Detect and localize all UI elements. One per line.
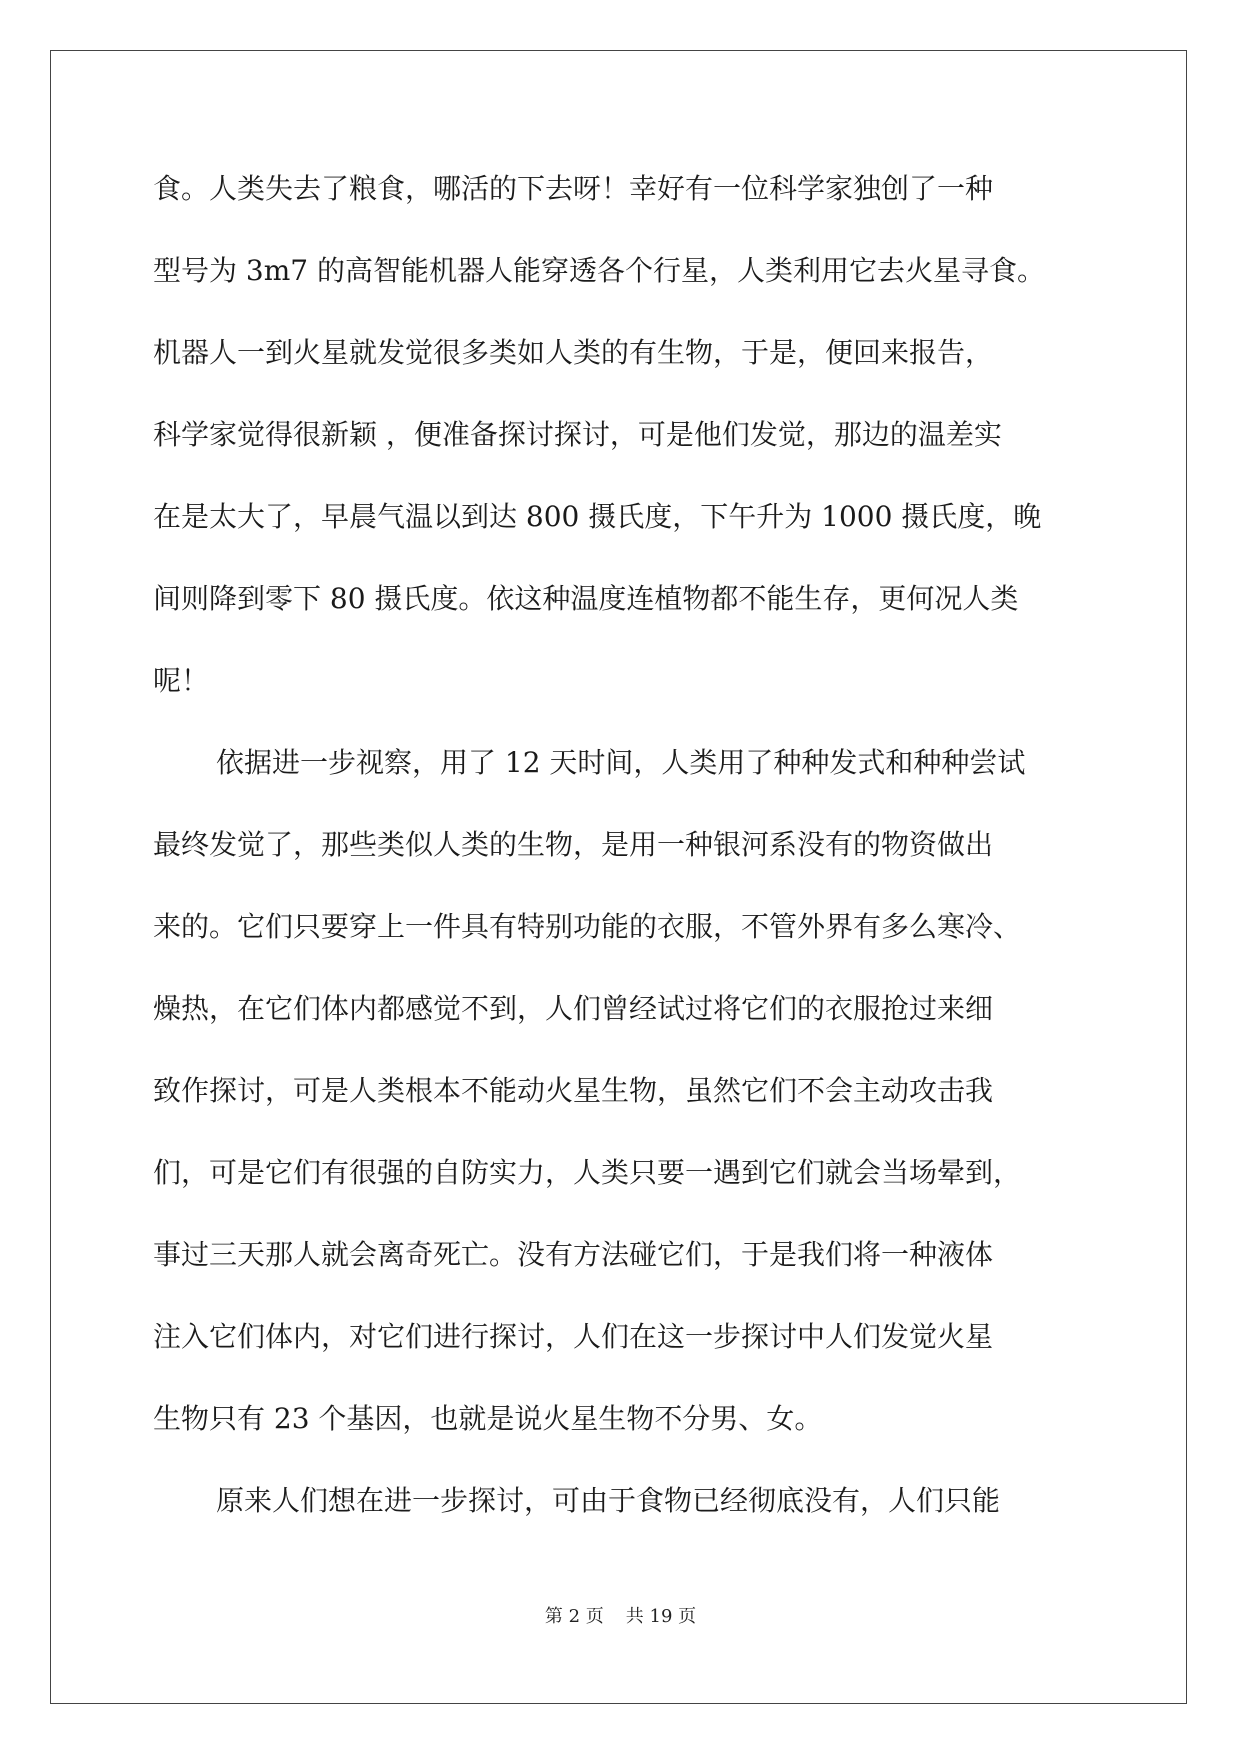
page-number: 第 2 页 [544,1606,604,1627]
paragraph-start-line: 原来人们想在进一步探讨，可由于食物已经彻底没有，人们只能 [216,1484,1001,1517]
text-line: 注入它们体内，对它们进行探讨，人们在这一步探讨中人们发觉火星 [153,1320,994,1353]
text-line: 事过三天那人就会离奇死亡。没有方法碰它们，于是我们将一种液体 [153,1238,994,1271]
text-line: 来的。它们只要穿上一件具有特别功能的衣服，不管外界有多么寒冷、 [153,910,1022,943]
text-line: 间则降到零下 80 摄氏度。依这种温度连植物都不能生存，更何况人类 [153,582,1019,615]
total-pages: 共 19 页 [625,1606,697,1627]
text-line: 致作探讨，可是人类根本不能动火星生物，虽然它们不会主动攻击我 [153,1074,994,1107]
text-line: 在是太大了，早晨气温以到达 800 摄氏度，下午升为 1000 摄氏度，晚 [153,500,1042,533]
text-line: 机器人一到火星就发觉很多类如人类的有生物，于是，便回来报告， [153,336,994,369]
text-line: 们，可是它们有很强的自防实力，人类只要一遇到它们就会当场晕到， [153,1156,1022,1189]
text-line: 最终发觉了，那些类似人类的生物，是用一种银河系没有的物资做出 [153,828,994,861]
document-body [153,160,1088,1554]
text-line: 食。人类失去了粮食，哪活的下去呀！幸好有一位科学家独创了一种 [153,172,994,205]
text-line: 科学家觉得很新颖 ，便准备探讨探讨，可是他们发觉，那边的温差实 [153,418,1002,451]
text-line: 燥热，在它们体内都感觉不到，人们曾经试过将它们的衣服抢过来细 [153,992,994,1025]
text-line: 生物只有 23 个基因，也就是说火星生物不分男、女。 [153,1402,823,1435]
text-line: 呢！ [153,664,210,697]
paragraph-start-line: 依据进一步视察，用了 12 天时间，人类用了种种发式和种种尝试 [216,746,1026,779]
page-footer [0,1602,1241,1628]
text-line: 型号为 3m7 的高智能机器人能穿透各个行星，人类利用它去火星寻食。 [153,254,1045,287]
